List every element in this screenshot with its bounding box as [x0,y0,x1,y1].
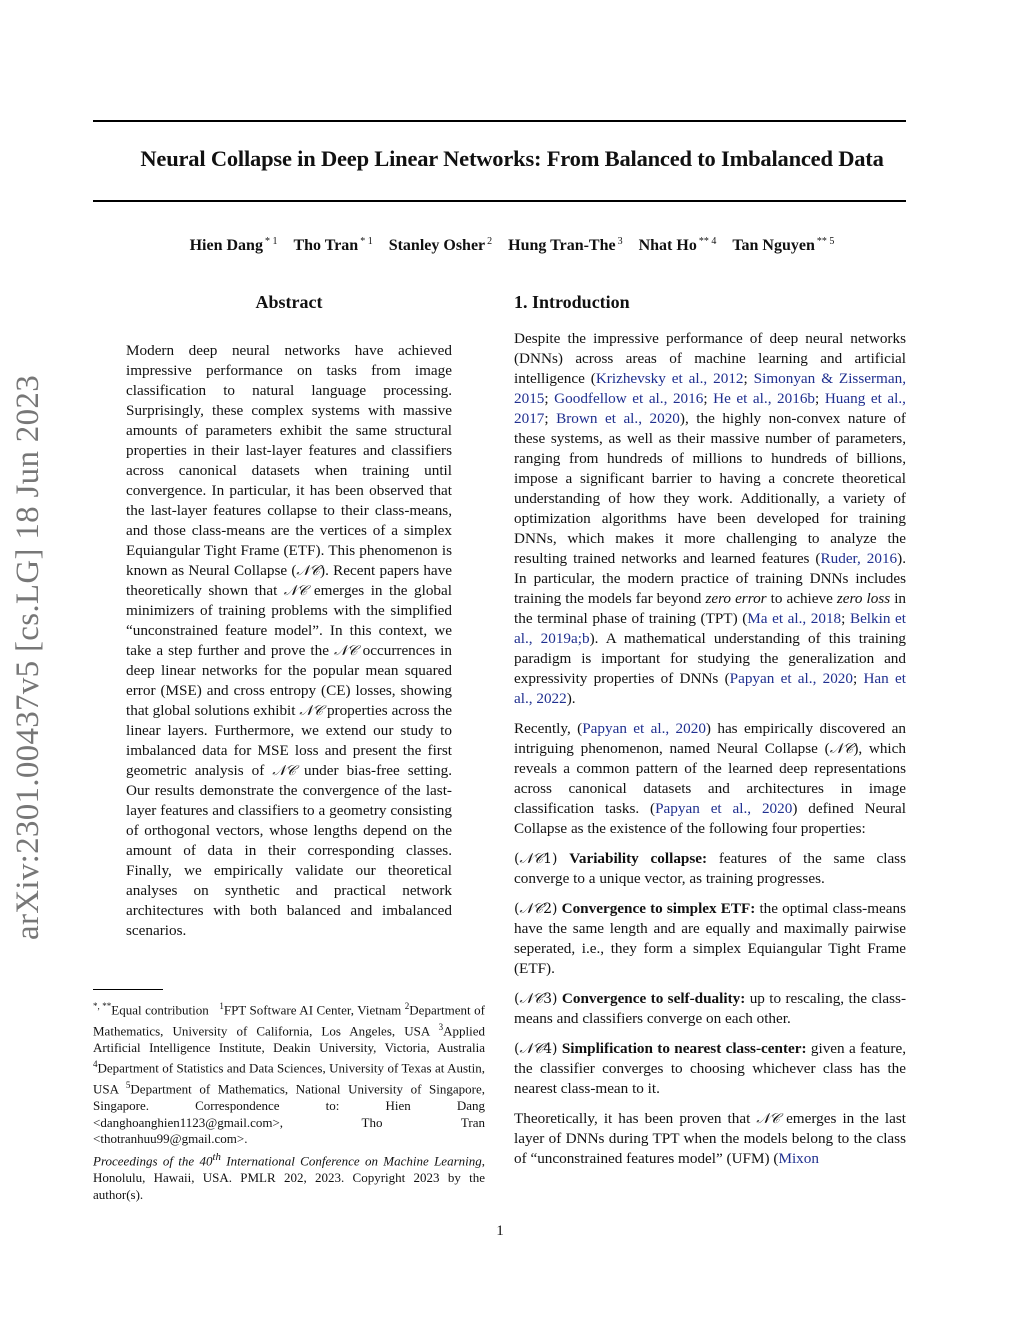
proceedings-footnote [93,1149,485,1203]
emphasis-text: zero loss [836,590,891,607]
equal-contribution-mark: *, ** [93,1001,112,1011]
proceedings-ordinal: th [212,1151,221,1163]
author-affil-mark: * 1 [360,236,373,247]
affil-mark: 4 [93,1059,98,1070]
author-affil-mark: 3 [617,236,623,247]
abstract-sentence: ). Recent papers have theoretically shown that [126,562,452,599]
paragraph-text: in the terminal phase of training (TPT) ( [514,590,907,627]
property-label: (𝒩𝒞1) [514,851,558,867]
nc-property-1 [514,849,906,889]
abstract-sentence: properties across the linear layers. Furthermore, we extend our study to imbalanced data for MSE loss and present the first geometric analysis of [126,702,452,779]
author-name: Nhat Ho [638,237,697,255]
property-number: 2 [543,901,553,917]
abstract-sentence: emerges in the global minimizers of training problems with the simplified “unconstrained feature model”. In this context, we take a step further and prove the [126,582,452,659]
property-number: 3 [543,991,553,1007]
author-affil-mark: ** 4 [698,236,717,247]
paragraph-text: ; [703,390,714,407]
affiliation: Department of Mathematics, University of California, Los Angeles, USA [93,1002,486,1039]
paragraph-text: ). In particular, the modern practice of training DNNs includes training the models far beyond [514,550,906,607]
paragraph-text: ). [566,690,576,707]
property-text: given a feature, the classifier converges to choosing whichever class has the nearest class-mean to it. [514,1040,906,1097]
nc-symbol: 𝒩𝒞 [299,703,324,719]
author-name: Hung Tran-The [508,237,616,255]
author-list [60,236,964,255]
paragraph-text: ; [853,670,864,687]
paragraph-text: ; [544,390,555,407]
paragraph-text: ) has empirically discovered an intriguing phenomenon, named Neural Collapse ( [514,720,906,757]
citation-link[interactable]: Simonyan & Zisserman, 2015 [514,370,906,407]
paragraph-text: ; [841,610,850,627]
affil-mark: 2 [404,1001,410,1011]
citation-link[interactable]: Mixon [778,1150,819,1167]
nc-property-4 [514,1039,906,1099]
citation-link[interactable]: He et al., 2016b [713,390,816,407]
citation-link[interactable]: Papyan et al., 2020 [655,800,793,817]
property-label: (𝒩𝒞4) [514,1041,558,1057]
proceedings-text: Proceedings of the [93,1153,200,1169]
citation-link[interactable]: Papyan et al., 2020 [582,720,706,737]
abstract-heading: Abstract [255,292,323,312]
author-affil-mark: 2 [487,236,493,247]
abstract-sentence: under bias-free setting. Our results demonstrate the convergence of the last-layer features and classifiers to a geometry consisting of orthogonal vectors, whose lengths depend on the amount of data in their corresponding classes. Finally, we empirically validate our theoretical analyses on synthetic and practical network architectures with both balanced and imbalanced scenarios. [126,762,452,939]
nc-symbol: 𝒩𝒞 [829,741,854,757]
affiliation: Department of Mathematics, National University of Singapore, Singapore. Correspondence to: Hien Dang <danghoanghien1123@gmail.com>, Tho Tran <thotranhuu99@gmail.com>. [93,1081,486,1147]
author-affil-mark: * 1 [264,236,278,247]
paragraph-text: ). A mathematical understanding of this training paradigm is important for studying the generalization and expressivity properties of DNNs ( [514,630,907,687]
affiliation: Applied Artificial Intelligence Institute, Deakin University, Victoria, Australia [93,1023,486,1055]
property-text: the optimal class-means have the same length and are equally and maximally pairwise seperated, i.e., they form a simplex Equiangular Tight Frame (ETF). [514,900,907,977]
abstract-text [126,341,452,941]
nc-symbol: 𝒩𝒞 [296,563,321,579]
title-bottom-rule [93,200,906,202]
proceedings-edition: 40 [199,1153,213,1169]
footnote-rule [93,989,163,990]
citation-link[interactable]: Krizhevsky et al., 2012 [595,370,744,387]
author [389,237,492,254]
affil-mark: 5 [125,1080,131,1091]
affil-mark: 3 [438,1021,444,1032]
nc-symbol: 𝒩𝒞 [519,1041,544,1057]
emphasis-text: zero error [705,590,767,607]
author-name: Stanley Osher [388,237,486,255]
citation-link[interactable]: Ma et al., 2018 [747,610,842,627]
property-label: (𝒩𝒞3) [514,991,558,1007]
property-title: Convergence to simplex ETF: [561,900,756,917]
author-affil-mark: ** 5 [816,236,835,247]
copyright-text: , Honolulu, Hawaii, USA. PMLR 202, 2023. Copyright 2023 by the author(s). [93,1153,485,1202]
intro-paragraph-2 [514,719,906,839]
author [293,237,372,254]
nc-symbol: 𝒩𝒞 [756,1111,781,1127]
author [639,237,717,254]
author [732,237,834,254]
paragraph-text: ) defined Neural Collapse as the existence of the following four properties: [514,800,906,837]
property-title: Simplification to nearest class-center: [561,1040,807,1057]
intro-paragraph-1 [514,329,906,709]
nc-symbol: 𝒩𝒞 [519,851,544,867]
citation-link[interactable]: Han et al., 2022 [514,670,906,707]
citation-link[interactable]: Brown et al., 2020 [556,410,680,427]
paragraph-text: ; [815,390,825,407]
author-name: Tan Nguyen [732,237,815,255]
paragraph-text: Recently, ( [514,720,583,737]
arxiv-identifier: arXiv:2301.00437v5 [cs.LG] 18 Jun 2023 [10,374,46,940]
author-name: Hien Dang [189,237,263,255]
citation-link[interactable]: Goodfellow et al., 2016 [554,390,704,407]
paragraph-text: Theoretically, it has been proven that [514,1110,757,1127]
nc-property-3 [514,989,906,1029]
paragraph-text: ), which reveals a common pattern of the learned deep representations across canonical datasets and architectures in image classification tasks. ( [514,740,906,817]
paragraph-text: to achieve [766,590,837,607]
paragraph-text: ), the highly non-convex nature of these systems, as well as their massive number of parameters, ranging from hundreds of millions to hundreds of billions, impose a significant barrier to having a concrete theoretical understanding of how they work. Additionally, a variety of optimization algorithms have been developed for training DNNs, which makes it more challenging to analyze the resulting trained networks and learned features ( [514,410,906,567]
paragraph-text: Despite the impressive performance of deep neural networks (DNNs) across areas of machine learning and artificial intelligence ( [514,330,906,387]
property-number: 1 [543,851,553,867]
author [190,237,278,254]
intro-paragraph-3 [514,1109,906,1169]
affiliations-footnote [93,998,485,1148]
equal-contribution-text: Equal contribution [111,1002,209,1018]
proceedings-text: International Conference on Machine Learning [220,1153,482,1169]
citation-link[interactable]: Papyan et al., 2020 [729,670,853,687]
property-title: Convergence to self-duality: [561,990,746,1007]
introduction-heading: 1. Introduction [514,292,630,312]
property-title: Variability collapse: [569,850,708,867]
property-label: (𝒩𝒞2) [514,901,558,917]
citation-link[interactable]: Belkin et al., 2019a;b [514,610,906,647]
affil-mark: 1 [219,1001,224,1011]
paragraph-text: ; [743,370,754,387]
page-number: 1 [496,1223,504,1239]
paragraph-text: ; [544,410,557,427]
author [508,237,622,254]
nc-symbol: 𝒩𝒞 [334,643,358,659]
title-top-rule [93,120,906,122]
affiliation: FPT Software AI Center, Vietnam [223,1002,402,1018]
property-text: up to rescaling, the class-means and classifiers converge on each other. [514,990,907,1027]
property-number: 4 [543,1041,553,1057]
nc-symbol: 𝒩𝒞 [283,583,308,599]
introduction-column [514,292,906,1179]
property-text: features of the same class converge to a unique vector, as training progresses. [514,850,907,887]
author-name: Tho Tran [293,237,359,255]
affiliation: Department of Statistics and Data Sciences, University of Texas at Austin, USA [93,1060,485,1097]
paper-title: Neural Collapse in Deep Linear Networks: From Balanced to Imbalanced Data [140,146,884,171]
nc-property-2 [514,899,906,979]
nc-symbol: 𝒩𝒞 [272,763,296,779]
abstract-sentence: occurrences in deep linear networks for the popular mean squared error (MSE) and cross entropy (CE) losses, showing that global solutions exhibit [126,642,453,719]
paragraph-text: emerges in the last layer of DNNs during TPT when the models belong to the class of “unconstrained features model” (UFM) ( [514,1110,907,1167]
citation-link[interactable]: Huang et al., 2017 [514,390,906,427]
nc-symbol: 𝒩𝒞 [519,991,544,1007]
citation-link[interactable]: Ruder, 2016 [820,550,898,567]
abstract-sentence: Modern deep neural networks have achieved impressive performance on tasks from image classification to natural language processing. Surprisingly, these complex systems with massive amounts of parameters exhibit the same structural properties in their last-layer features and classifiers across canonical datasets when training until convergence. In particular, it has been observed that the last-layer features collapse to their class-means, and those class-means are the vertices of a simplex Equiangular Tight Frame (ETF). This phenomenon is known as Neural Collapse ( [126,342,452,579]
nc-symbol: 𝒩𝒞 [519,901,544,917]
